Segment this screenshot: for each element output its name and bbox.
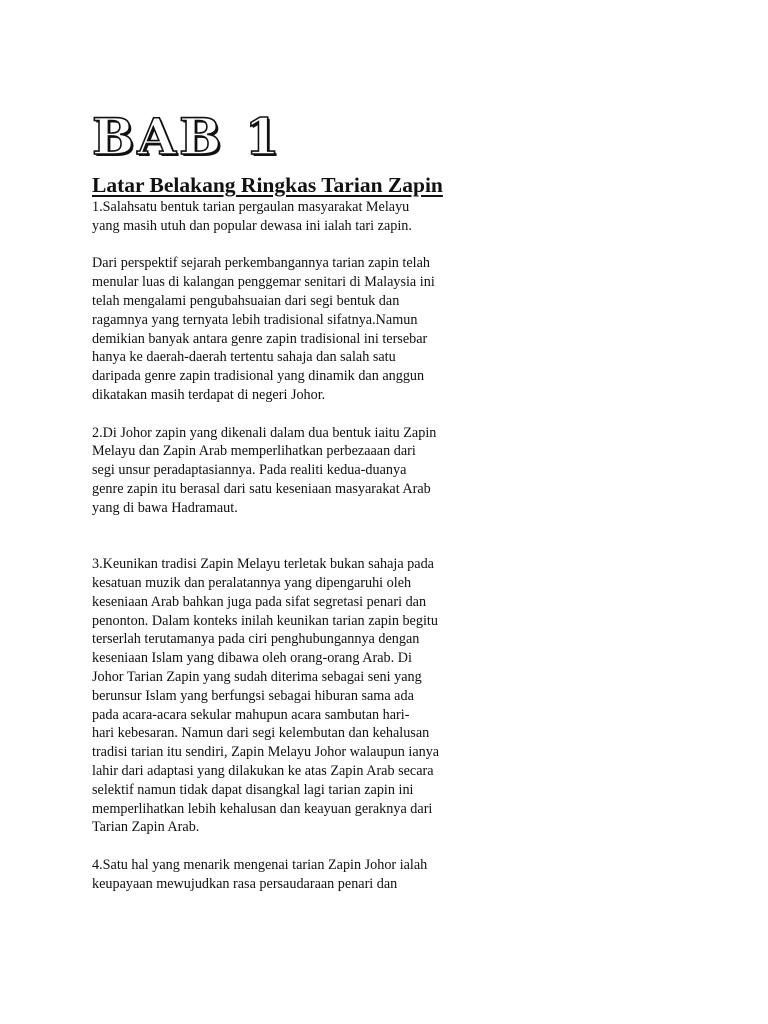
paragraph-4-line-14: memperlihatkan lebih kehalusan dan keayuan geraknya dari [92,800,433,817]
paragraph-3-line-4: genre zapin itu berasal dari satu keseniaan masyarakat Arab [92,480,431,497]
paragraph-4-line-3: keseniaan Arab bahkan juga pada sifat segretasi penari dan [92,593,427,610]
paragraph-2-line-6: hanya ke daerah-daerah tertentu sahaja dan salah satu [92,349,396,366]
paragraph-4-line-11: tradisi tarian itu sendiri, Zapin Melayu Johor walaupun ianya [92,744,440,761]
paragraph-2-line-4: ragamnya yang ternyata lebih tradisional sifatnya.Namun [92,311,418,328]
paragraph-2-line-3: telah mengalami pengubahsuaian dari segi bentuk dan [92,292,400,309]
paragraph-4-line-7: Johor Tarian Zapin yang sudah diterima sebagai seni yang [92,668,422,685]
paragraph-5-line-1: 4.Satu hal yang menarik mengenai tarian Zapin Johor ialah [92,856,428,873]
paragraph-2-line-2: menular luas di kalangan penggemar senitari di Malaysia ini [92,274,435,291]
paragraph-2-line-1: Dari perspektif sejarah perkembangannya tarian zapin telah [92,255,430,272]
paragraph-4-line-6: keseniaan Islam yang dibawa oleh orang-orang Arab. Di [92,650,412,667]
paragraph-4-line-1: 3.Keunikan tradisi Zapin Melayu terletak bukan sahaja pada [92,556,434,573]
paragraph-4-line-12: lahir dari adaptasi yang dilakukan ke atas Zapin Arab secara [92,762,434,779]
paragraph-2-line-7: daripada genre zapin tradisional yang dinamik dan anggun [92,368,425,385]
paragraph-4-line-5: terserlah terutamanya pada ciri penghubungannya dengan [92,631,420,648]
paragraph-3-line-2: Melayu dan Zapin Arab memperlihatkan perbezaaan dari [92,443,416,460]
paragraph-3-line-3: segi unsur peradaptasiannya. Pada realiti kedua-duanya [92,462,407,479]
document-title: Latar Belakang Ringkas Tarian Zapin [92,173,443,197]
paragraph-4-line-4: penonton. Dalam konteks inilah keunikan tarian zapin begitu [92,612,438,629]
paragraph-3-line-5: yang di bawa Hadramaut. [92,499,238,516]
paragraph-4-line-9: pada acara-acara sekular mahupun acara sambutan hari- [92,706,410,723]
paragraph-4-line-8: berunsur Islam yang berfungsi sebagai hiburan sama ada [92,687,414,704]
paragraph-2-line-5: demikian banyak antara genre zapin tradisional ini tersebar [92,330,428,347]
paragraph-4-line-13: selektif namun tidak dapat disangkal lagi tarian zapin ini [92,781,414,798]
document-body [92,198,472,893]
paragraph-2-line-8: dikatakan masih terdapat di negeri Johor. [92,386,326,403]
paragraph-1-line-1: 1.Salahsatu bentuk tarian pergaulan masyarakat Melayu [92,199,410,215]
paragraph-4-line-10: hari kebesaran. Namun dari segi kelembutan dan kehalusan [92,725,430,742]
paragraph-4-line-2: kesatuan muzik dan peralatannya yang dipengaruhi oleh [92,574,412,591]
chapter-heading: BAB 1 [92,107,283,166]
paragraph-4-line-15: Tarian Zapin Arab. [92,819,200,836]
paragraph-3-line-1: 2.Di Johor zapin yang dikenali dalam dua bentuk iaitu Zapin [92,424,437,441]
paragraph-1-line-2: yang masih utuh dan popular dewasa ini ialah tari zapin. [92,217,412,234]
paragraph-5-line-2: keupayaan mewujudkan rasa persaudaraan penari dan [92,875,398,892]
